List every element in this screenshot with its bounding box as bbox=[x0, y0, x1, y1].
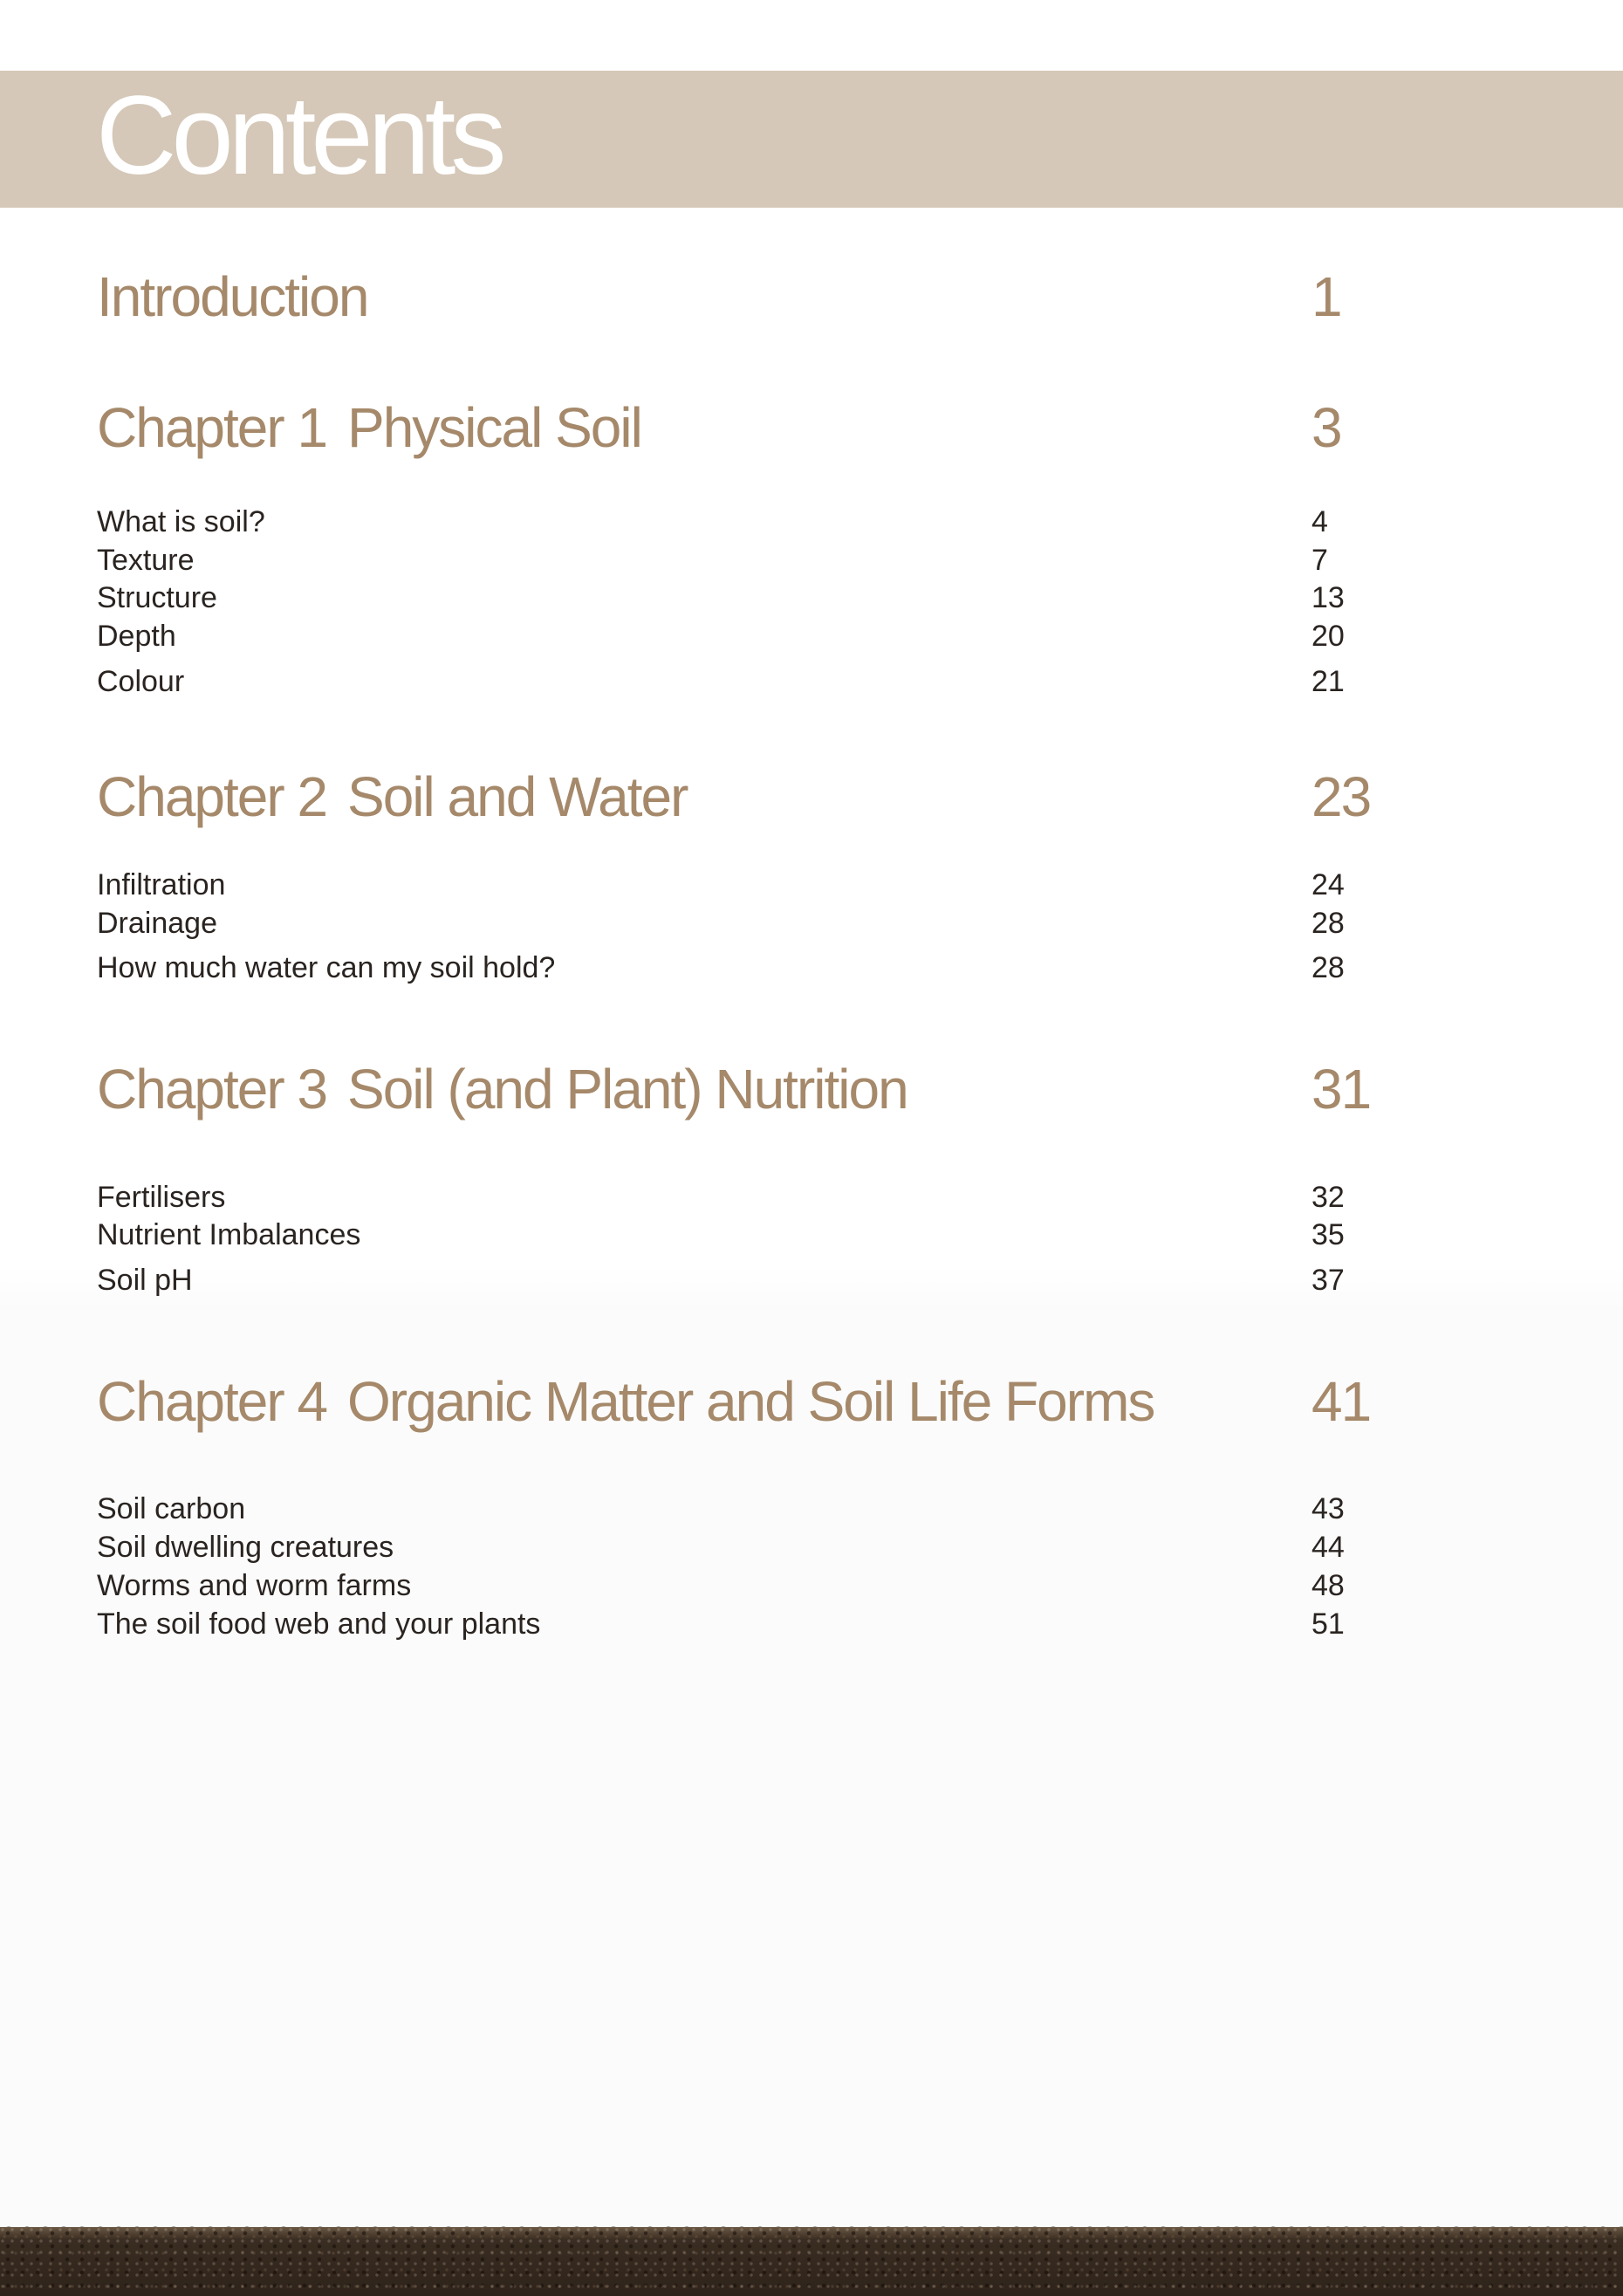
toc-entry[interactable] bbox=[97, 866, 1580, 904]
toc-heading-chapter-3[interactable] bbox=[97, 1054, 1580, 1124]
toc-entry[interactable] bbox=[97, 1178, 1580, 1217]
chapter-number: Chapter 3 bbox=[97, 1058, 327, 1121]
entry-label: What is soil? bbox=[97, 505, 265, 538]
entry-page-number: 37 bbox=[1311, 1264, 1345, 1297]
toc-entry[interactable] bbox=[97, 503, 1580, 541]
toc-heading-chapter-4[interactable] bbox=[97, 1367, 1580, 1436]
entry-label: Structure bbox=[97, 581, 217, 614]
entry-page-number: 48 bbox=[1311, 1569, 1345, 1602]
toc-entry[interactable] bbox=[97, 662, 1580, 701]
entry-page-number: 20 bbox=[1311, 620, 1345, 653]
entry-label: Infiltration bbox=[97, 868, 226, 901]
entry-label: Depth bbox=[97, 620, 176, 653]
entry-page-number: 43 bbox=[1311, 1492, 1345, 1525]
chapter-number: Chapter 1 bbox=[97, 396, 327, 459]
entry-label: Soil dwelling creatures bbox=[97, 1531, 394, 1564]
entry-page-number: 35 bbox=[1311, 1218, 1345, 1251]
chapter-title: Soil and Water bbox=[347, 765, 688, 828]
entry-label: Drainage bbox=[97, 907, 217, 940]
heading-page-number: 1 bbox=[1311, 265, 1341, 328]
entry-page-number: 32 bbox=[1311, 1181, 1345, 1214]
entry-label: Fertilisers bbox=[97, 1181, 226, 1214]
entry-label: Colour bbox=[97, 665, 185, 698]
heading-page-number: 23 bbox=[1311, 765, 1371, 828]
entry-page-number: 24 bbox=[1311, 868, 1345, 901]
toc-entry[interactable] bbox=[97, 1566, 1580, 1605]
page-title: Contents bbox=[96, 73, 502, 198]
heading-page-number: 3 bbox=[1311, 396, 1341, 459]
chapter-number: Chapter 4 bbox=[97, 1370, 327, 1433]
toc-entry[interactable] bbox=[97, 617, 1580, 655]
chapter-number: Chapter 2 bbox=[97, 765, 327, 828]
toc-entry[interactable] bbox=[97, 904, 1580, 942]
toc-entry[interactable] bbox=[97, 541, 1580, 579]
toc-heading-introduction[interactable] bbox=[97, 262, 1580, 332]
entry-page-number: 28 bbox=[1311, 907, 1345, 940]
entry-page-number: 7 bbox=[1311, 544, 1328, 577]
entry-label: Soil carbon bbox=[97, 1492, 246, 1525]
toc-entry[interactable] bbox=[97, 949, 1580, 987]
entry-label: Soil pH bbox=[97, 1264, 193, 1297]
entry-label: The soil food web and your plants bbox=[97, 1607, 541, 1641]
toc-entry[interactable] bbox=[97, 579, 1580, 617]
toc-entry[interactable] bbox=[97, 1605, 1580, 1643]
chapter-title: Physical Soil bbox=[347, 396, 641, 459]
toc-entry[interactable] bbox=[97, 1261, 1580, 1299]
entry-label: Worms and worm farms bbox=[97, 1569, 412, 1602]
entry-label: Nutrient Imbalances bbox=[97, 1218, 361, 1251]
entry-page-number: 13 bbox=[1311, 581, 1345, 614]
soil-footer-image bbox=[0, 2227, 1623, 2296]
heading-title: Introduction bbox=[97, 265, 368, 328]
entry-label: Texture bbox=[97, 544, 195, 577]
toc-entry[interactable] bbox=[97, 1490, 1580, 1528]
entry-page-number: 44 bbox=[1311, 1531, 1345, 1564]
toc-heading-chapter-2[interactable] bbox=[97, 762, 1580, 832]
chapter-title: Organic Matter and Soil Life Forms bbox=[347, 1370, 1154, 1433]
heading-page-number: 41 bbox=[1311, 1370, 1371, 1433]
toc-heading-chapter-1[interactable] bbox=[97, 393, 1580, 463]
toc-entry[interactable] bbox=[97, 1216, 1580, 1254]
entry-page-number: 28 bbox=[1311, 951, 1345, 984]
entry-label: How much water can my soil hold? bbox=[97, 951, 556, 984]
entry-page-number: 21 bbox=[1311, 665, 1345, 698]
entry-page-number: 4 bbox=[1311, 505, 1328, 538]
toc-entry[interactable] bbox=[97, 1528, 1580, 1566]
chapter-title: Soil (and Plant) Nutrition bbox=[347, 1058, 907, 1121]
heading-page-number: 31 bbox=[1311, 1058, 1371, 1121]
entry-page-number: 51 bbox=[1311, 1607, 1345, 1641]
